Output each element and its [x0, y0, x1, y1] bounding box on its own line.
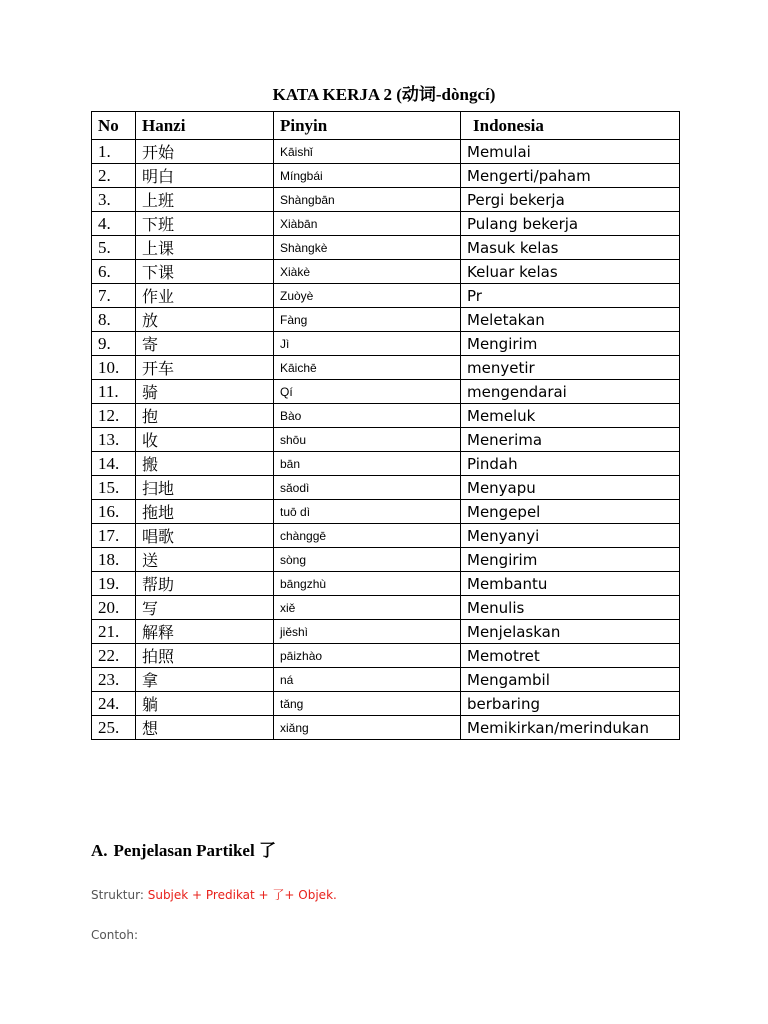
table-row [92, 404, 680, 428]
row-number: 14. [92, 452, 136, 476]
table-row [92, 572, 680, 596]
row-number: 13. [92, 428, 136, 452]
row-indonesia: berbaring [461, 692, 680, 716]
row-indonesia: Mengepel [461, 500, 680, 524]
row-indonesia: Mengerti/paham [461, 164, 680, 188]
row-number: 10. [92, 356, 136, 380]
row-pinyin: chànggē [274, 524, 461, 548]
row-indonesia: Membantu [461, 572, 680, 596]
row-hanzi: 帮助 [136, 572, 274, 596]
row-pinyin: Zuòyè [274, 284, 461, 308]
table-row [92, 236, 680, 260]
table-row [92, 308, 680, 332]
row-number: 2. [92, 164, 136, 188]
row-hanzi: 扫地 [136, 476, 274, 500]
table-row [92, 356, 680, 380]
row-hanzi: 放 [136, 308, 274, 332]
row-number: 4. [92, 212, 136, 236]
column-header-hanzi: Hanzi [136, 112, 274, 140]
section-number: A. [91, 841, 108, 860]
row-number: 6. [92, 260, 136, 284]
row-number: 9. [92, 332, 136, 356]
row-hanzi: 搬 [136, 452, 274, 476]
row-pinyin: Bào [274, 404, 461, 428]
table-row [92, 428, 680, 452]
table-row [92, 644, 680, 668]
row-pinyin: Qí [274, 380, 461, 404]
row-indonesia: Pindah [461, 452, 680, 476]
example-label: Contoh: [91, 928, 139, 942]
row-pinyin: tǎng [274, 692, 461, 716]
row-hanzi: 唱歌 [136, 524, 274, 548]
row-indonesia: Memikirkan/merindukan [461, 716, 680, 740]
row-hanzi: 写 [136, 596, 274, 620]
row-indonesia: Menyanyi [461, 524, 680, 548]
row-pinyin: Kāishǐ [274, 140, 461, 164]
column-header-indonesia: Indonesia [461, 112, 680, 140]
row-pinyin: Kāichē [274, 356, 461, 380]
structure-line [91, 886, 337, 903]
vocabulary-table [91, 111, 680, 740]
table-row [92, 476, 680, 500]
row-indonesia: Mengambil [461, 668, 680, 692]
row-pinyin: sǎodì [274, 476, 461, 500]
section-heading [91, 836, 276, 861]
row-indonesia: Masuk kelas [461, 236, 680, 260]
row-hanzi: 抱 [136, 404, 274, 428]
row-pinyin: Shàngkè [274, 236, 461, 260]
row-hanzi: 寄 [136, 332, 274, 356]
row-pinyin: jiěshì [274, 620, 461, 644]
table-row [92, 668, 680, 692]
row-number: 24. [92, 692, 136, 716]
row-indonesia: Memeluk [461, 404, 680, 428]
row-number: 12. [92, 404, 136, 428]
row-hanzi: 拿 [136, 668, 274, 692]
table-row [92, 188, 680, 212]
row-indonesia: Menjelaskan [461, 620, 680, 644]
row-pinyin: ná [274, 668, 461, 692]
table-row [92, 284, 680, 308]
row-number: 5. [92, 236, 136, 260]
row-indonesia: Mengirim [461, 548, 680, 572]
row-hanzi: 收 [136, 428, 274, 452]
row-pinyin: xiě [274, 596, 461, 620]
row-pinyin: Jì [274, 332, 461, 356]
table-row [92, 164, 680, 188]
row-indonesia: Pergi bekerja [461, 188, 680, 212]
row-number: 7. [92, 284, 136, 308]
row-hanzi: 下班 [136, 212, 274, 236]
row-pinyin: xiǎng [274, 716, 461, 740]
table-row [92, 524, 680, 548]
row-pinyin: shōu [274, 428, 461, 452]
row-hanzi: 开车 [136, 356, 274, 380]
table-header-row [92, 112, 680, 140]
row-number: 20. [92, 596, 136, 620]
row-number: 22. [92, 644, 136, 668]
table-row [92, 452, 680, 476]
row-indonesia: Menerima [461, 428, 680, 452]
row-indonesia: Pulang bekerja [461, 212, 680, 236]
row-hanzi: 作业 [136, 284, 274, 308]
table-row [92, 548, 680, 572]
row-number: 25. [92, 716, 136, 740]
row-pinyin: pāizhào [274, 644, 461, 668]
row-hanzi: 拖地 [136, 500, 274, 524]
table-row [92, 596, 680, 620]
table-row [92, 716, 680, 740]
row-hanzi: 拍照 [136, 644, 274, 668]
structure-formula: Subjek + Predikat + 了+ Objek. [147, 888, 337, 902]
row-number: 8. [92, 308, 136, 332]
table-body [92, 140, 680, 740]
table-row [92, 500, 680, 524]
row-number: 3. [92, 188, 136, 212]
row-hanzi: 上课 [136, 236, 274, 260]
row-hanzi: 解释 [136, 620, 274, 644]
row-hanzi: 送 [136, 548, 274, 572]
row-hanzi: 下课 [136, 260, 274, 284]
row-hanzi: 躺 [136, 692, 274, 716]
row-pinyin: sòng [274, 548, 461, 572]
table-row [92, 260, 680, 284]
row-pinyin: bān [274, 452, 461, 476]
table-row [92, 692, 680, 716]
row-indonesia: menyetir [461, 356, 680, 380]
row-number: 1. [92, 140, 136, 164]
row-indonesia: Pr [461, 284, 680, 308]
row-number: 19. [92, 572, 136, 596]
column-header-no: No [92, 112, 136, 140]
row-indonesia: Memotret [461, 644, 680, 668]
row-number: 16. [92, 500, 136, 524]
row-pinyin: Fàng [274, 308, 461, 332]
row-number: 23. [92, 668, 136, 692]
row-pinyin: Shàngbān [274, 188, 461, 212]
row-indonesia: Meletakan [461, 308, 680, 332]
row-number: 21. [92, 620, 136, 644]
row-pinyin: Xiàbān [274, 212, 461, 236]
table-row [92, 380, 680, 404]
table-row [92, 332, 680, 356]
row-hanzi: 想 [136, 716, 274, 740]
row-hanzi: 明白 [136, 164, 274, 188]
structure-label: Struktur: [91, 888, 144, 902]
row-indonesia: Menyapu [461, 476, 680, 500]
table-row [92, 140, 680, 164]
row-indonesia: Mengirim [461, 332, 680, 356]
row-pinyin: bāngzhù [274, 572, 461, 596]
section-title-text: Penjelasan Partikel 了 [113, 841, 276, 860]
page-title: KATA KERJA 2 (动词-dòngcí) [272, 85, 496, 104]
row-indonesia: Menulis [461, 596, 680, 620]
row-number: 17. [92, 524, 136, 548]
row-number: 11. [92, 380, 136, 404]
row-number: 18. [92, 548, 136, 572]
row-indonesia: Memulai [461, 140, 680, 164]
table-row [92, 620, 680, 644]
table-row [92, 212, 680, 236]
row-hanzi: 开始 [136, 140, 274, 164]
row-hanzi: 骑 [136, 380, 274, 404]
row-indonesia: mengendarai [461, 380, 680, 404]
row-indonesia: Keluar kelas [461, 260, 680, 284]
row-pinyin: Xiàkè [274, 260, 461, 284]
row-hanzi: 上班 [136, 188, 274, 212]
row-number: 15. [92, 476, 136, 500]
row-pinyin: Míngbái [274, 164, 461, 188]
column-header-pinyin: Pinyin [274, 112, 461, 140]
row-pinyin: tuō dì [274, 500, 461, 524]
